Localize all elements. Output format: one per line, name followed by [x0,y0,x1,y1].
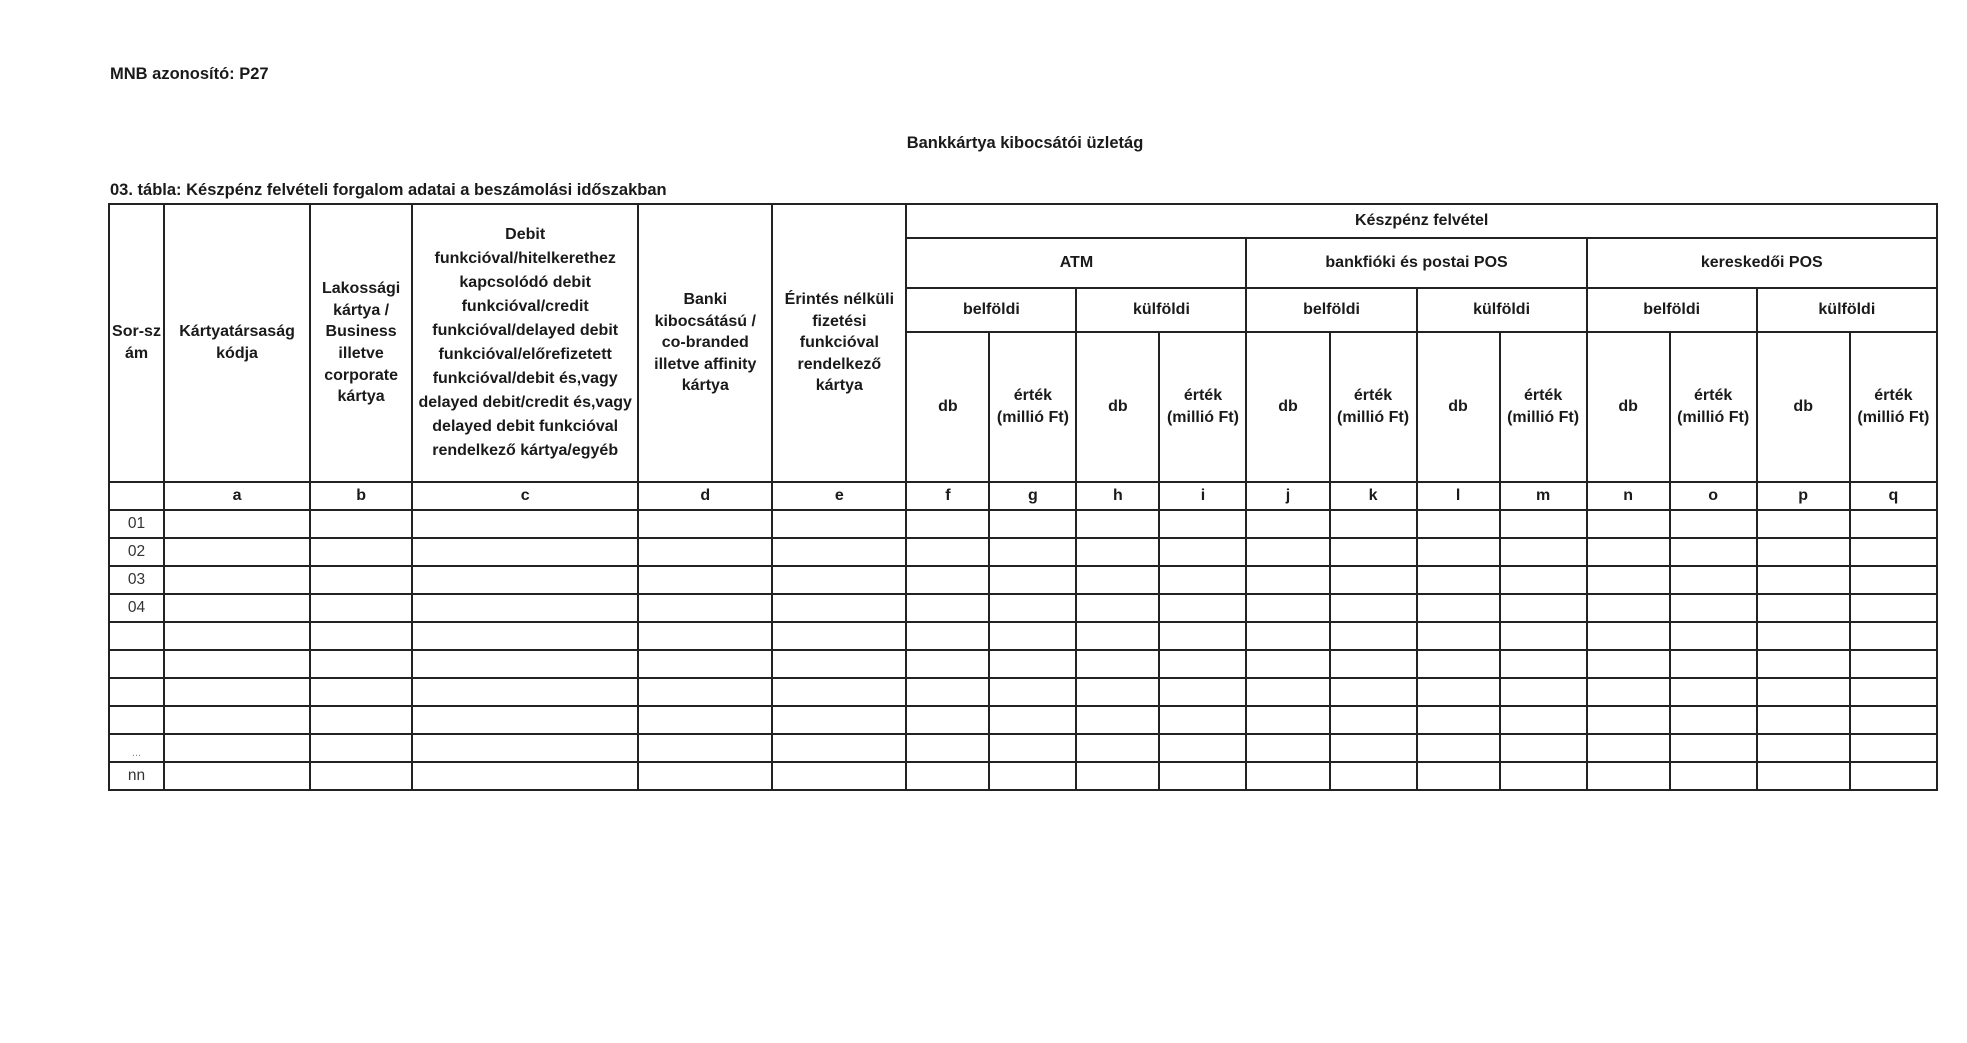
table-row [109,594,1937,622]
column-letter: k [1330,482,1417,510]
data-cell[interactable] [1330,566,1417,594]
data-cell[interactable] [1246,538,1329,566]
data-cell[interactable] [906,650,989,678]
data-cell[interactable] [1246,650,1329,678]
data-cell[interactable] [1246,622,1329,650]
data-cell[interactable] [1500,566,1587,594]
column-letter: c [412,482,638,510]
header-ertek: érték (millió Ft) [1330,332,1417,482]
data-cell[interactable] [1587,678,1670,706]
data-cell[interactable] [1670,706,1757,734]
header-erintes-nelkuli: Érintés nélküli fizetési funkcióval rendelkező kártya [772,204,906,482]
header-ertek: érték (millió Ft) [1670,332,1757,482]
header-atm: ATM [906,238,1246,288]
data-cell[interactable] [1670,650,1757,678]
data-cell[interactable] [1587,510,1670,538]
data-cell[interactable] [164,622,310,650]
data-cell[interactable] [1587,706,1670,734]
data-cell[interactable] [989,538,1076,566]
data-cell[interactable] [989,622,1076,650]
data-cell[interactable] [989,594,1076,622]
mnb-identifier: MNB azonosító: P27 [110,65,269,83]
data-cell[interactable] [164,594,310,622]
data-cell[interactable] [772,622,906,650]
data-cell[interactable] [1159,706,1246,734]
data-cell[interactable] [638,538,772,566]
data-cell[interactable] [1850,762,1937,790]
header-bankpos-kulfoldi: külföldi [1417,288,1587,332]
data-cell[interactable] [1757,762,1850,790]
data-cell[interactable] [772,734,906,762]
row-number [109,678,164,706]
column-letter-blank [109,482,164,510]
data-cell[interactable] [164,678,310,706]
data-cell[interactable] [1246,734,1329,762]
data-cell[interactable] [1159,510,1246,538]
data-cell[interactable] [1159,622,1246,650]
data-cell[interactable] [1757,566,1850,594]
data-cell[interactable] [772,706,906,734]
data-cell[interactable] [310,566,412,594]
data-cell[interactable] [164,538,310,566]
data-cell[interactable] [1500,762,1587,790]
header-lakossagi-kartya: Lakossági kártya / Business illetve corporate kártya [310,204,412,482]
data-cell[interactable] [1670,734,1757,762]
data-cell[interactable] [310,538,412,566]
row-number: nn [109,762,164,790]
data-cell[interactable] [906,678,989,706]
column-letter: m [1500,482,1587,510]
header-ertek: érték (millió Ft) [1850,332,1937,482]
header-merchantpos-kulfoldi: külföldi [1757,288,1937,332]
data-cell[interactable] [1417,594,1500,622]
header-debit-funkcio: Debit funkcióval/hitelkerethez kapcsolódó debit funkcióval/credit funkcióval/delayed debit funkcióval/előrefizetett funkcióval/debit és,vagy delayed debit/credit és,vagy delayed debit funkcióval rendelkező kártya/egyéb [412,204,638,482]
data-cell[interactable] [1330,734,1417,762]
data-cell[interactable] [1587,762,1670,790]
data-cell[interactable] [1500,622,1587,650]
data-cell[interactable] [906,762,989,790]
data-cell[interactable] [1076,706,1159,734]
data-cell[interactable] [1757,734,1850,762]
data-cell[interactable] [1246,594,1329,622]
data-cell[interactable] [1670,622,1757,650]
data-cell[interactable] [412,762,638,790]
data-cell[interactable] [1850,650,1937,678]
row-number: 01 [109,510,164,538]
data-cell[interactable] [772,762,906,790]
data-cell[interactable] [1076,622,1159,650]
data-cell[interactable] [638,566,772,594]
data-cell[interactable] [1670,762,1757,790]
data-cell[interactable] [310,650,412,678]
column-letter: j [1246,482,1329,510]
data-cell[interactable] [1500,734,1587,762]
data-cell[interactable] [310,510,412,538]
data-cell[interactable] [412,594,638,622]
data-cell[interactable] [772,678,906,706]
data-cell[interactable] [1587,594,1670,622]
data-cell[interactable] [1076,678,1159,706]
header-ertek: érték (millió Ft) [1159,332,1246,482]
data-cell[interactable] [989,566,1076,594]
data-cell[interactable] [1246,510,1329,538]
data-cell[interactable] [310,706,412,734]
data-cell[interactable] [1850,538,1937,566]
table-row [109,706,1937,734]
data-cell[interactable] [1417,706,1500,734]
data-cell[interactable] [1670,566,1757,594]
data-cell[interactable] [906,566,989,594]
data-cell[interactable] [1587,734,1670,762]
data-cell[interactable] [638,734,772,762]
data-cell[interactable] [906,706,989,734]
row-number: 03 [109,566,164,594]
data-cell[interactable] [989,678,1076,706]
data-cell[interactable] [164,762,310,790]
header-db: db [1417,332,1500,482]
data-cell[interactable] [906,510,989,538]
data-cell[interactable] [906,538,989,566]
header-ertek: érték (millió Ft) [989,332,1076,482]
table-row [109,762,1937,790]
data-cell[interactable] [1670,594,1757,622]
column-letter: e [772,482,906,510]
data-cell[interactable] [1076,510,1159,538]
header-db: db [906,332,989,482]
data-cell[interactable] [412,510,638,538]
data-cell[interactable] [1850,734,1937,762]
column-letter: n [1587,482,1670,510]
header-ertek: érték (millió Ft) [1500,332,1587,482]
data-cell[interactable] [638,594,772,622]
data-cell[interactable] [638,762,772,790]
header-keszpenz-felvetel: Készpénz felvétel [906,204,1937,238]
data-cell[interactable] [412,706,638,734]
data-cell[interactable] [1417,510,1500,538]
data-cell[interactable] [1670,538,1757,566]
data-cell[interactable] [906,594,989,622]
table-body [109,510,1937,790]
header-bankfioki-postai-pos: bankfióki és postai POS [1246,238,1586,288]
data-cell[interactable] [772,510,906,538]
table-row [109,566,1937,594]
data-cell[interactable] [1670,510,1757,538]
data-cell[interactable] [412,622,638,650]
data-cell[interactable] [1757,510,1850,538]
data-cell[interactable] [1159,734,1246,762]
column-letter: o [1670,482,1757,510]
data-cell[interactable] [1246,706,1329,734]
column-letter: l [1417,482,1500,510]
data-cell[interactable] [1076,566,1159,594]
column-letter-row [109,482,1937,510]
data-cell[interactable] [1757,706,1850,734]
cash-withdrawal-table [108,203,1938,791]
data-cell[interactable] [1417,734,1500,762]
data-cell[interactable] [989,510,1076,538]
data-cell[interactable] [772,566,906,594]
data-cell[interactable] [1670,678,1757,706]
data-cell[interactable] [164,734,310,762]
data-cell[interactable] [1850,706,1937,734]
data-cell[interactable] [638,678,772,706]
data-cell[interactable] [1417,762,1500,790]
data-cell[interactable] [1757,678,1850,706]
data-cell[interactable] [989,706,1076,734]
data-cell[interactable] [906,734,989,762]
header-db: db [1246,332,1329,482]
table-caption: 03. tábla: Készpénz felvételi forgalom adatai a beszámolási időszakban [110,181,667,199]
header-kereskedoi-pos: kereskedői POS [1587,238,1937,288]
row-number: ... [109,734,164,762]
column-letter: i [1159,482,1246,510]
table-row [109,678,1937,706]
data-cell[interactable] [310,678,412,706]
data-cell[interactable] [310,594,412,622]
data-cell[interactable] [1500,510,1587,538]
data-cell[interactable] [1076,538,1159,566]
data-cell[interactable] [772,650,906,678]
data-cell[interactable] [1500,538,1587,566]
data-cell[interactable] [1330,678,1417,706]
data-cell[interactable] [638,650,772,678]
data-cell[interactable] [1850,594,1937,622]
data-cell[interactable] [1159,594,1246,622]
data-cell[interactable] [1850,510,1937,538]
column-letter: h [1076,482,1159,510]
data-cell[interactable] [1757,622,1850,650]
data-cell[interactable] [1417,538,1500,566]
column-letter: b [310,482,412,510]
data-cell[interactable] [1330,706,1417,734]
data-cell[interactable] [1330,762,1417,790]
data-cell[interactable] [1500,678,1587,706]
data-cell[interactable] [1159,566,1246,594]
data-cell[interactable] [164,566,310,594]
data-cell[interactable] [310,734,412,762]
data-cell[interactable] [1076,594,1159,622]
data-cell[interactable] [1500,706,1587,734]
data-cell[interactable] [638,706,772,734]
data-cell[interactable] [1417,566,1500,594]
column-letter: p [1757,482,1850,510]
data-cell[interactable] [1850,678,1937,706]
table-row [109,510,1937,538]
data-cell[interactable] [1330,594,1417,622]
data-cell[interactable] [310,622,412,650]
data-cell[interactable] [412,538,638,566]
data-cell[interactable] [1417,678,1500,706]
data-cell[interactable] [638,510,772,538]
data-cell[interactable] [1500,594,1587,622]
data-cell[interactable] [310,762,412,790]
data-cell[interactable] [638,622,772,650]
data-cell[interactable] [412,734,638,762]
header-bankpos-belfoldi: belföldi [1246,288,1416,332]
header-kartyatarsasag-kodja: Kártyatársaság kódja [164,204,310,482]
row-number [109,650,164,678]
data-cell[interactable] [1850,566,1937,594]
column-letter: q [1850,482,1937,510]
header-db: db [1076,332,1159,482]
data-cell[interactable] [1076,762,1159,790]
data-cell[interactable] [1159,762,1246,790]
header-sorszam: Sor-szám [109,204,164,482]
header-atm-belfoldi: belföldi [906,288,1076,332]
header-db: db [1587,332,1670,482]
data-cell[interactable] [412,650,638,678]
header-banki-kibocsatasu: Banki kibocsátású / co-branded illetve affinity kártya [638,204,772,482]
data-cell[interactable] [1587,566,1670,594]
data-cell[interactable] [1159,678,1246,706]
data-cell[interactable] [412,566,638,594]
column-letter: g [989,482,1076,510]
data-cell[interactable] [1417,622,1500,650]
data-cell[interactable] [1587,622,1670,650]
data-cell[interactable] [1330,650,1417,678]
column-letter: d [638,482,772,510]
data-cell[interactable] [906,622,989,650]
document-title: Bankkártya kibocsátói üzletág [906,134,1144,152]
table-row [109,734,1937,762]
data-cell[interactable] [772,538,906,566]
data-cell[interactable] [1500,650,1587,678]
data-cell[interactable] [1330,622,1417,650]
data-cell[interactable] [989,650,1076,678]
column-letter: a [164,482,310,510]
data-cell[interactable] [1246,566,1329,594]
data-cell[interactable] [989,734,1076,762]
data-cell[interactable] [989,762,1076,790]
data-cell[interactable] [1076,650,1159,678]
table-row [109,650,1937,678]
table-row [109,538,1937,566]
data-cell[interactable] [1417,650,1500,678]
header-merchantpos-belfoldi: belföldi [1587,288,1757,332]
data-cell[interactable] [1850,622,1937,650]
row-number [109,706,164,734]
data-cell[interactable] [412,678,638,706]
data-cell[interactable] [1757,594,1850,622]
data-cell[interactable] [1757,538,1850,566]
row-number [109,622,164,650]
data-cell[interactable] [1159,538,1246,566]
data-cell[interactable] [164,510,310,538]
column-letter: f [906,482,989,510]
data-cell[interactable] [1159,650,1246,678]
header-db: db [1757,332,1850,482]
row-number: 04 [109,594,164,622]
data-cell[interactable] [1246,762,1329,790]
data-cell[interactable] [1246,678,1329,706]
table-row [109,622,1937,650]
data-cell[interactable] [164,706,310,734]
data-cell[interactable] [1587,538,1670,566]
row-number: 02 [109,538,164,566]
data-cell[interactable] [1076,734,1159,762]
data-cell[interactable] [772,594,906,622]
data-cell[interactable] [1330,510,1417,538]
data-cell[interactable] [164,650,310,678]
header-atm-kulfoldi: külföldi [1076,288,1246,332]
data-cell[interactable] [1330,538,1417,566]
data-cell[interactable] [1757,650,1850,678]
data-cell[interactable] [1587,650,1670,678]
